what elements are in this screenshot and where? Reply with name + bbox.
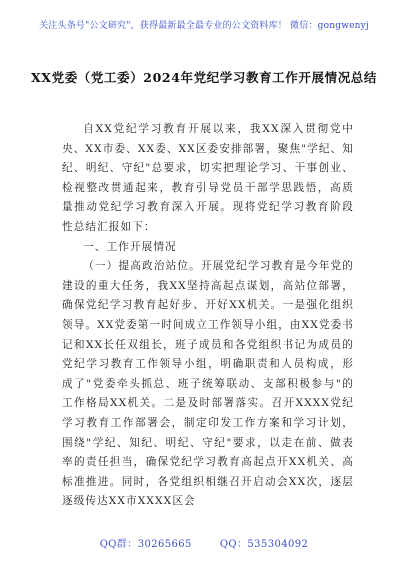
footer-contact: [0, 535, 408, 550]
document-body: [62, 120, 354, 512]
header-banner: 关注头条号"公文研究"，获得最新最全最专业的公文资料库！ 微信：gongwenyj: [39, 21, 369, 31]
document-title: XX党委（党工委）2024年党纪学习教育工作开展情况总结: [31, 70, 377, 85]
body-paragraph: （一）提高政治站位。开展党纪学习教育是今年党的建设的重大任务，我XX坚持高起点谋划，高站位部署，确保党纪学习教育起好步、开好XX机关。一是强化组织领导。XX党委第一时间成立工作领导小组，由XX党委书记和XX长任双组长，班子成员和各党组织书记为成员的党纪学习教育工作领导小组，明确职责和人员构成，形成了"党委牵头抓总、班子统筹联动、支部积极参与"的工作格局XX机关。二是及时部署落实。召开XXXX党纪学习教育工作部署会，制定印发工作方案和学习计划，围绕"学纪、知纪、明纪、守纪"要求，以走在前、做表率的责任担当，确保党纪学习教育高起点开XX机关、高标准推进。同时，各党组织相继召开启动会XX次，逐层逐级传达XX市XXXX区会: [62, 260, 354, 508]
qq-contact-text: QQ：535304092: [219, 539, 309, 550]
section-heading: 一、工作开展情况: [83, 240, 177, 253]
qq-group-text: QQ群：30265665: [99, 539, 192, 550]
intro-paragraph: 自XX党纪学习教育开展以来，我XX深入贯彻党中央、XX市委、XX委、XX区委安排部署，聚焦"学纪、知纪、明纪、守纪"总要求，切实把理论学习、干事创业、检视整改贯通起来，教育引导党员干部学思践悟，高质量推动党纪学习教育深入开展。现将党纪学习教育阶段性总结汇报如下：: [62, 123, 354, 233]
